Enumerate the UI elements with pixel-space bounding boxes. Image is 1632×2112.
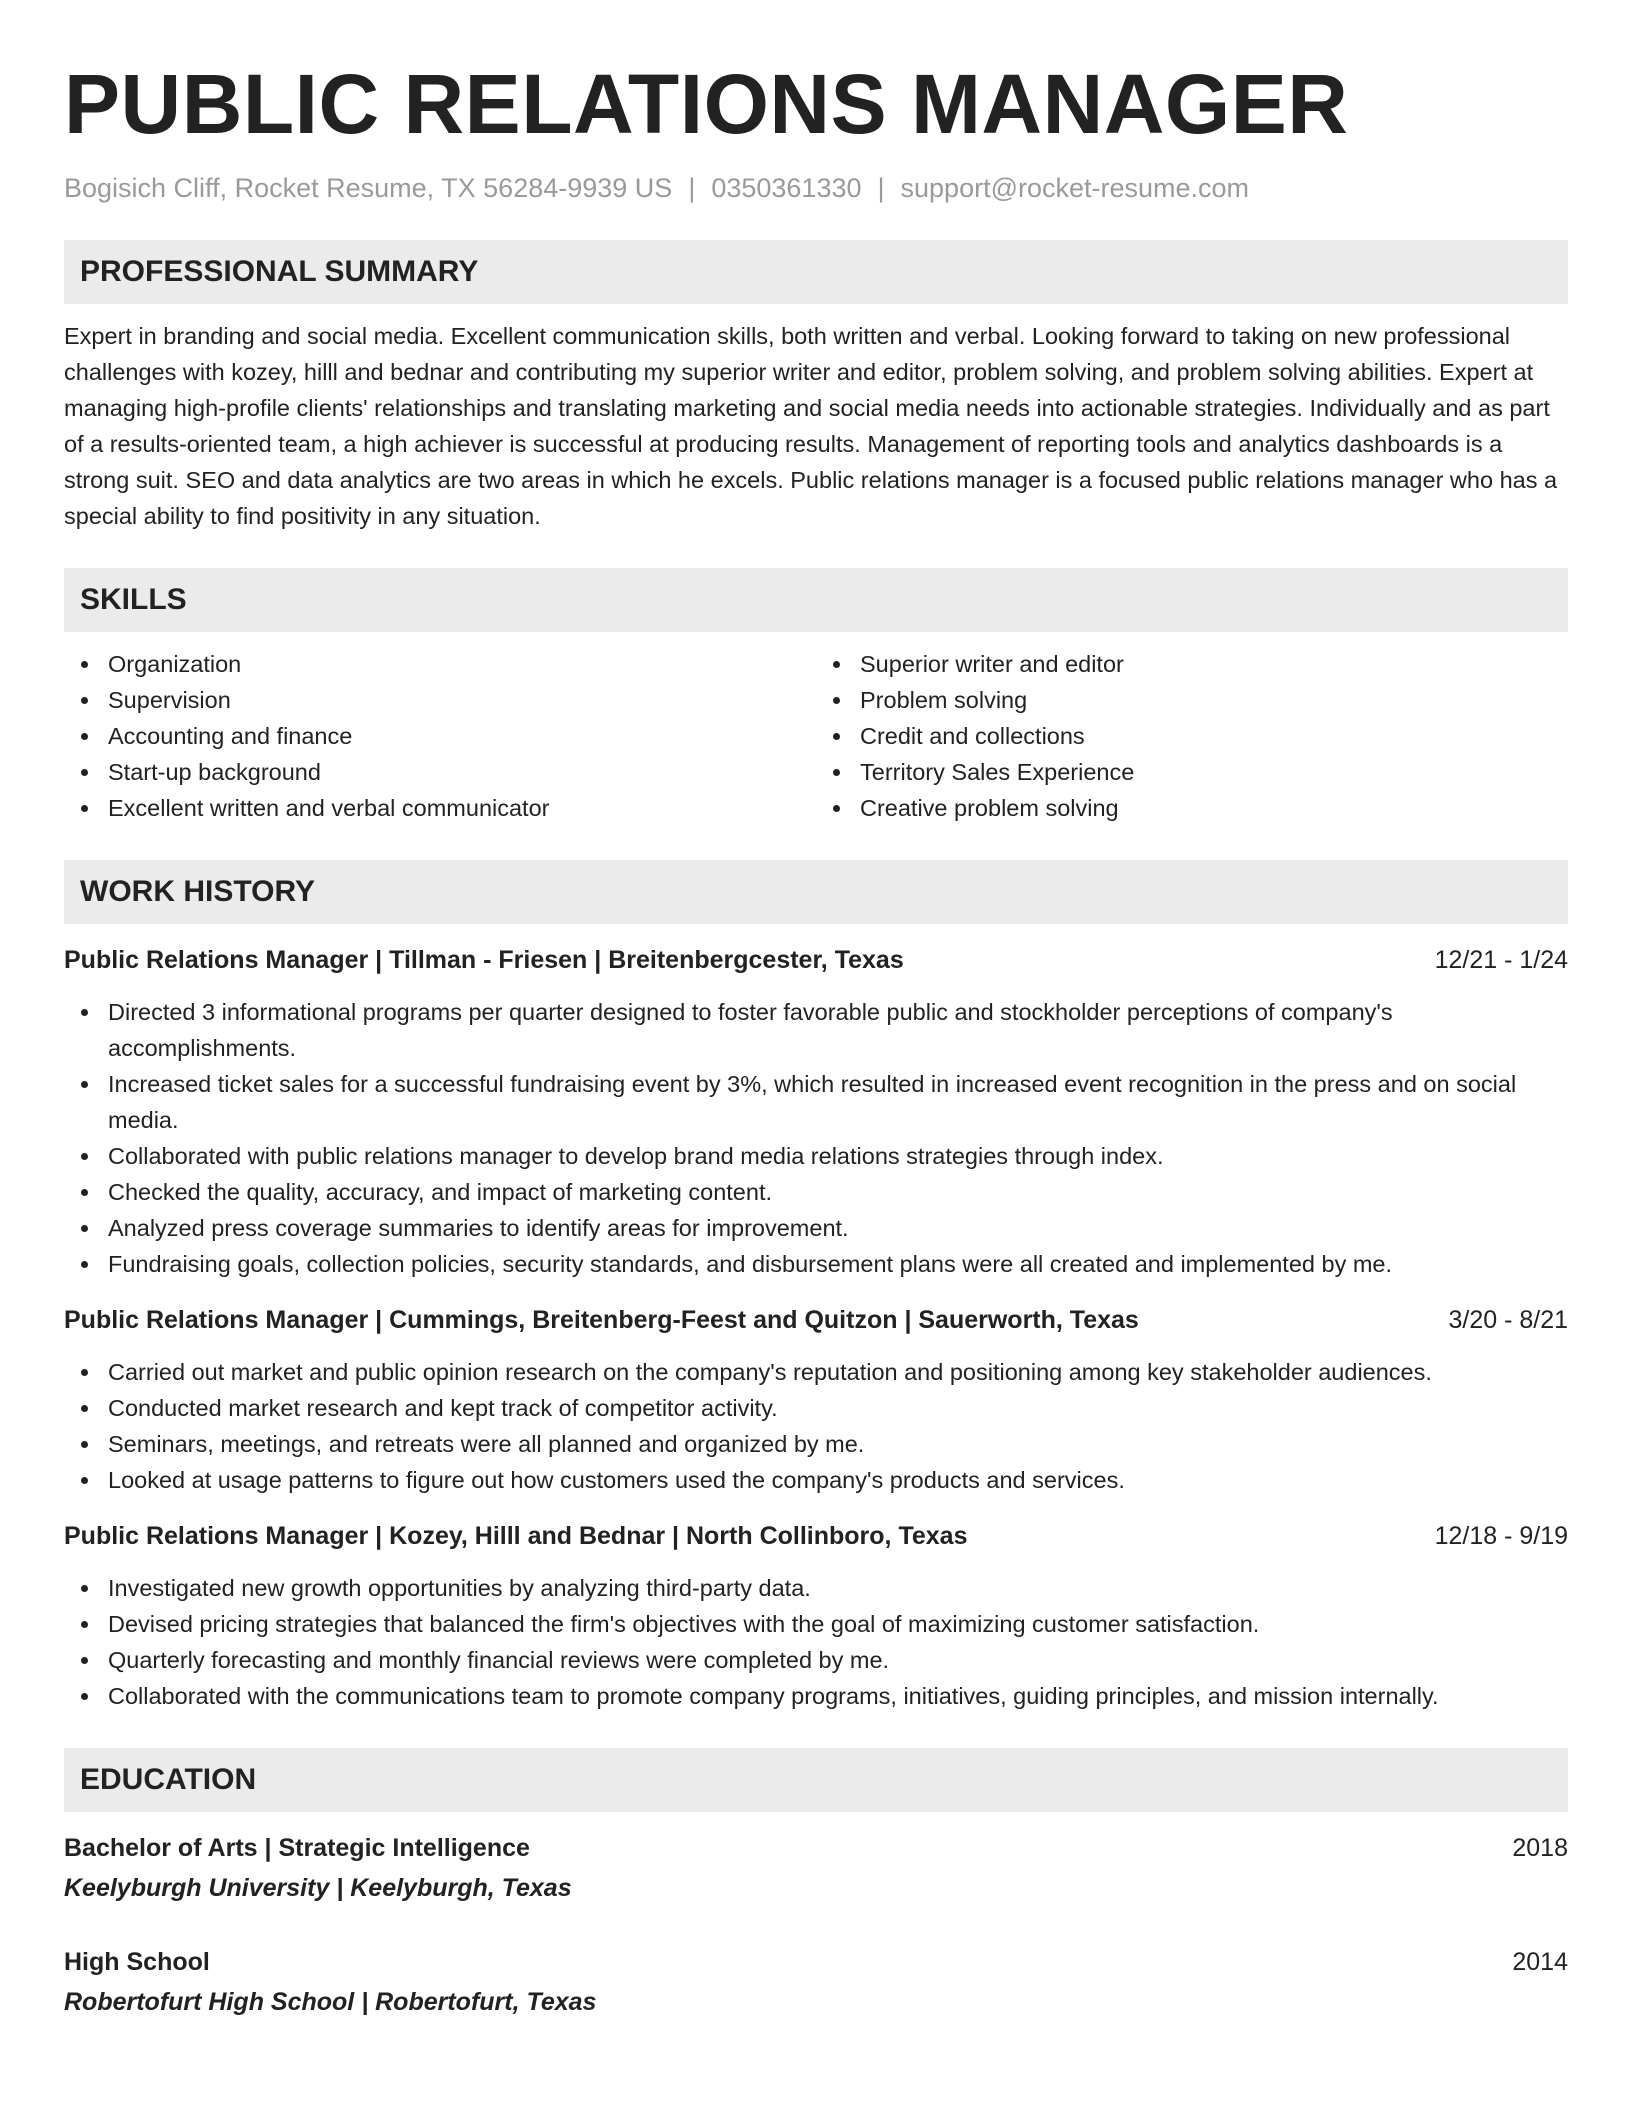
skill-item: Accounting and finance xyxy=(108,718,816,754)
contact-email: support@rocket-resume.com xyxy=(900,173,1250,203)
job-entry xyxy=(64,942,1568,1282)
job-dates: 12/21 - 1/24 xyxy=(1434,946,1568,974)
job-bullets xyxy=(64,994,1568,1282)
candidate-name: PUBLIC RELATIONS MANAGER xyxy=(64,57,1349,151)
job-bullet: Collaborated with public relations manager to develop brand media relations strategies through index. xyxy=(108,1138,1568,1174)
section-heading-summary: PROFESSIONAL SUMMARY xyxy=(64,240,1568,304)
job-dates: 12/18 - 9/19 xyxy=(1434,1522,1568,1550)
skill-item: Excellent written and verbal communicator xyxy=(108,790,816,826)
job-bullet: Directed 3 informational programs per quarter designed to foster favorable public and stockholder perceptions of company's accomplishments. xyxy=(108,994,1568,1066)
job-dates: 3/20 - 8/21 xyxy=(1448,1306,1568,1334)
job-bullet: Checked the quality, accuracy, and impact of marketing content. xyxy=(108,1174,1568,1210)
education-entry xyxy=(64,1944,1568,2020)
skill-item: Creative problem solving xyxy=(860,790,1568,826)
job-bullet: Seminars, meetings, and retreats were all planned and organized by me. xyxy=(108,1426,1568,1462)
contact-separator: | xyxy=(877,173,885,203)
skills-list xyxy=(64,646,1568,826)
skill-item: Territory Sales Experience xyxy=(860,754,1568,790)
section-heading-work-history: WORK HISTORY xyxy=(64,860,1568,924)
skill-item: Problem solving xyxy=(860,682,1568,718)
education-year: 2018 xyxy=(1512,1834,1568,1862)
skills-column-right xyxy=(816,646,1568,826)
job-bullets xyxy=(64,1570,1568,1714)
contact-line xyxy=(64,170,1568,206)
job-bullet: Fundraising goals, collection policies, security standards, and disbursement plans were all created and implemented by me. xyxy=(108,1246,1568,1282)
section-heading-skills: SKILLS xyxy=(64,568,1568,632)
job-bullet: Conducted market research and kept track of competitor activity. xyxy=(108,1390,1568,1426)
education-school: Keelyburgh University | Keelyburgh, Texas xyxy=(64,1874,572,1902)
skills-column-left xyxy=(64,646,816,826)
job-bullet: Investigated new growth opportunities by analyzing third-party data. xyxy=(108,1570,1568,1606)
job-title: Public Relations Manager | Cummings, Breitenberg-Feest and Quitzon | Sauerworth, Texas xyxy=(64,1306,1139,1334)
job-bullet: Increased ticket sales for a successful fundraising event by 3%, which resulted in increased event recognition in the press and on social media. xyxy=(108,1066,1568,1138)
skill-item: Superior writer and editor xyxy=(860,646,1568,682)
education-header xyxy=(64,1830,1568,1866)
job-bullets xyxy=(64,1354,1568,1498)
job-title: Public Relations Manager | Tillman - Friesen | Breitenbergcester, Texas xyxy=(64,946,904,974)
contact-address: Bogisich Cliff, Rocket Resume, TX 56284-9939 US xyxy=(64,173,673,203)
skill-item: Start-up background xyxy=(108,754,816,790)
summary-text: Expert in branding and social media. Excellent communication skills, both written and verbal. Looking forward to taking on new professional challenges with kozey, hilll and bednar and contributing my superior writer and editor, problem solving, and problem solving abilities. Expert at managing high-profile clients' relationships and translating marketing and social media needs into actionable strategies. Individually and as part of a results-oriented team, a high achiever is successful at producing results. Management of reporting tools and analytics dashboards is a strong suit. SEO and data analytics are two areas in which he excels. Public relations manager is a focused public relations manager who has a special ability to find positivity in any situation. xyxy=(64,323,1558,529)
education-header xyxy=(64,1944,1568,1980)
education-year: 2014 xyxy=(1512,1948,1568,1976)
job-bullet: Looked at usage patterns to figure out how customers used the company's products and services. xyxy=(108,1462,1568,1498)
job-entry xyxy=(64,1518,1568,1714)
job-entry xyxy=(64,1302,1568,1498)
contact-phone: 0350361330 xyxy=(711,173,862,203)
job-bullet: Quarterly forecasting and monthly financial reviews were completed by me. xyxy=(108,1642,1568,1678)
job-header xyxy=(64,942,1568,978)
contact-separator: | xyxy=(688,173,696,203)
job-bullet: Analyzed press coverage summaries to identify areas for improvement. xyxy=(108,1210,1568,1246)
education-degree: High School xyxy=(64,1948,210,1976)
section-heading-education: EDUCATION xyxy=(64,1748,1568,1812)
skill-item: Supervision xyxy=(108,682,816,718)
job-title: Public Relations Manager | Kozey, Hilll and Bednar | North Collinboro, Texas xyxy=(64,1522,968,1550)
education-entry xyxy=(64,1830,1568,1906)
job-header xyxy=(64,1302,1568,1338)
job-header xyxy=(64,1518,1568,1554)
skill-item: Credit and collections xyxy=(860,718,1568,754)
education-school: Robertofurt High School | Robertofurt, Texas xyxy=(64,1988,597,2016)
skill-item: Organization xyxy=(108,646,816,682)
education-degree: Bachelor of Arts | Strategic Intelligence xyxy=(64,1834,530,1862)
job-bullet: Carried out market and public opinion research on the company's reputation and positioning among key stakeholder audiences. xyxy=(108,1354,1568,1390)
job-bullet: Collaborated with the communications team to promote company programs, initiatives, guiding principles, and mission internally. xyxy=(108,1678,1568,1714)
job-bullet: Devised pricing strategies that balanced the firm's objectives with the goal of maximizing customer satisfaction. xyxy=(108,1606,1568,1642)
